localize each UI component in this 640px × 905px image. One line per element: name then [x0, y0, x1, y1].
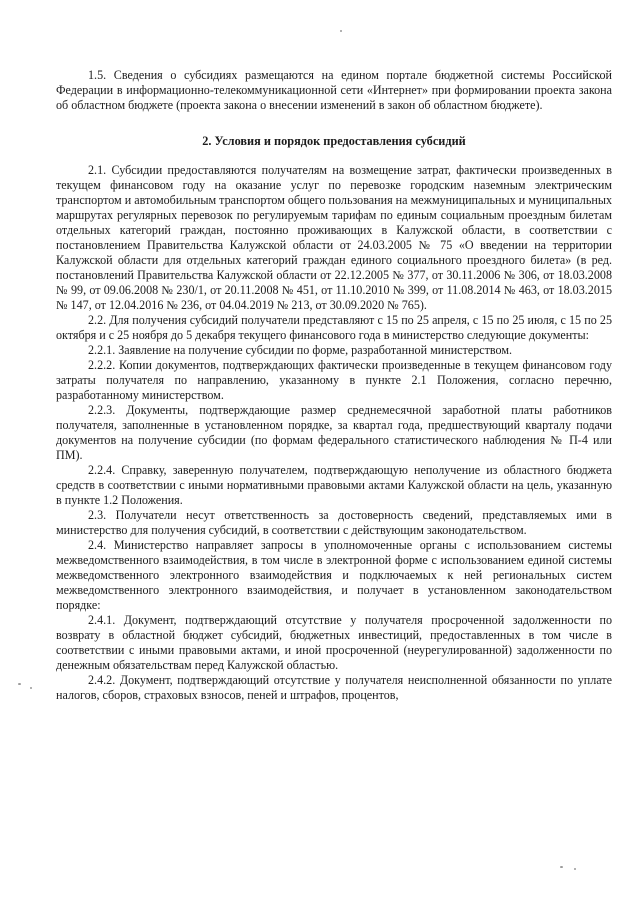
paragraph-2-4-1: 2.4.1. Документ, подтверждающий отсутствие у получателя просроченной задолженности по возврату в областной бюджет субсидий, бюджетных инвестиций, предоставленных в том числе в соответствии с иными правовыми актами, и иной просроченной (неурегулированной) задолженности по денежным обязательствам перед Калужской областью. — [56, 613, 612, 672]
paragraph-2-3: 2.3. Получатели несут ответственность за достоверность сведений, представляемых ими в министерство для получения субсидий, в соответствии с действующим законодательством. — [56, 508, 612, 537]
scan-speck — [574, 868, 576, 870]
paragraph-2-2-3: 2.2.3. Документы, подтверждающие размер среднемесячной заработной платы работников получателя, заполненные в установленном порядке, за квартал года, предшествующий кварталу подачи документов на получение субсидии (по формам федерального статистического наблюдения № П-4 или ПМ). — [56, 403, 612, 462]
paragraph-2-4: 2.4. Министерство направляет запросы в уполномоченные органы с использованием системы межведомственного взаимодействия, в том числе в электронной форме с использованием единой системы межведомственного электронного взаимодействия и подключаемых к ней региональных систем межведомственного электронного взаимодействия, и получает в установленном законодательством порядке: — [56, 538, 612, 612]
paragraph-2-4-2: 2.4.2. Документ, подтверждающий отсутствие у получателя неисполненной обязанности по уплате налогов, сборов, страховых взносов, пеней и штрафов, процентов, — [56, 673, 612, 702]
paragraph-2-2-1: 2.2.1. Заявление на получение субсидии по форме, разработанной министерством. — [88, 343, 513, 357]
document-page — [56, 68, 612, 703]
paragraph-2-2-4: 2.2.4. Справку, заверенную получателем, подтверждающую неполучение из областного бюджета средств в соответствии с иными нормативными правовыми актами Калужской области на цель, указанную в пункте 1.2 Положения. — [56, 463, 612, 507]
scan-speck — [30, 687, 32, 689]
scan-speck — [340, 30, 342, 32]
scan-speck — [18, 683, 21, 685]
paragraph-1-5: 1.5. Сведения о субсидиях размещаются на едином портале бюджетной системы Российской Федерации в информационно-телекоммуникационной сети «Интернет» при формировании проекта закона об областном бюджете (проекта закона о внесении изменений в закон об областном бюджете). — [56, 68, 612, 112]
paragraph-2-2: 2.2. Для получения субсидий получатели представляют с 15 по 25 апреля, с 15 по 25 июля, с 15 по 25 октября и с 25 ноября до 5 декабря текущего финансового года в министерство следующие документы: — [56, 313, 612, 342]
section-heading: 2. Условия и порядок предоставления субсидий — [202, 134, 466, 148]
paragraph-2-1: 2.1. Субсидии предоставляются получателям на возмещение затрат, фактически произведенных в текущем финансовом году на оказание услуг по перевозке городским наземным электрическим транспортом и автомобильным транспортом общего пользования на межмуниципальных и муниципальных маршрутах регулярных перевозок по регулируемым тарифам по единым социальным проездным билетам отдельных категорий граждан, постоянно проживающих в Калужской области, в соответствии с постановлением Правительства Калужской области от 24.03.2005 № 75 «О введении на территории Калужской области для отдельных категорий граждан единого социального проездного билета» (в ред. постановлений Правительства Калужской области от 22.12.2005 № 377, от 30.11.2006 № 306, от 18.03.2008 № 99, от 09.06.2008 № 230/1, от 20.11.2008 № 451, от 11.10.2010 № 399, от 11.08.2014 № 463, от 18.03.2015 № 147, от 12.04.2016 № 236, от 04.04.2019 № 213, от 30.09.2020 № 765). — [56, 163, 612, 312]
scan-speck — [560, 866, 563, 868]
paragraph-2-2-2: 2.2.2. Копии документов, подтверждающих фактически произведенные в текущем финансовом году затраты получателя по направлению, указанному в пункте 2.1 Положения, согласно перечню, разработанному министерством. — [56, 358, 612, 402]
